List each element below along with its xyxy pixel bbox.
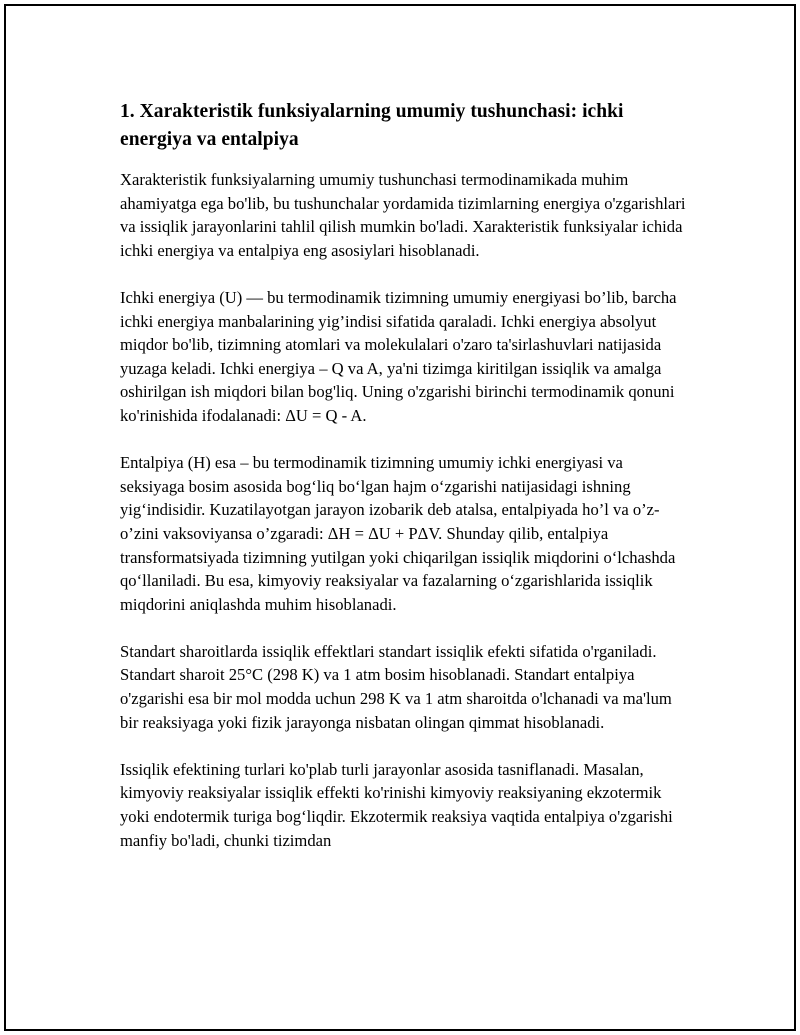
paragraph-heat-effect-types: Issiqlik efektining turlari ko'plab turli jarayonlar asosida tasniflanadi. Masalan, kimyoviy reaksiyalar issiqlik effekti ko'rinishi kimyoviy reaksiyaning ekzotermik yoki endotermik turiga bog‘liqdir. Ekzotermik reaksiya vaqtida entalpiya o'zgarishi manfiy bo'ladi, chunki tizimdan: [120, 759, 673, 850]
section-title: 1. Xarakteristik funksiyalarning umumiy tushunchasi: ichki energiya va entalpiya: [120, 101, 624, 150]
paragraph-standard-conditions: Standart sharoitlarda issiqlik effektlari standart issiqlik efekti sifatida o'rganiladi. Standart sharoit 25°C (298 K) va 1 atm bosim hisoblanadi. Standart entalpiya o'zgarishi esa bir mol modda uchun 298 K va 1 atm sharoitda o'lchanadi va ma'lum bir reaksiyaga yoki fizik jarayonga nisbatan olingan qimmat hisoblanadi.: [120, 641, 672, 732]
paragraph-internal-energy: Ichki energiya (U) — bu termodinamik tizimning umumiy energiyasi bo’lib, barcha ichki energiya manbalarining yig’indisi sifatida qaraladi. Ichki energiya absolyut miqdor bo'lib, tizimning atomlari va molekulalari o'zaro ta'sirlashuvlari natijasida yuzaga keladi. Ichki energiya – Q va A, ya'ni tizimga kiritilgan issiqlik va amalga oshirilgan ish miqdori bilan bog'liq. Uning o'zgarishi birinchi termodinamik qonuni ko'rinishida ifodalanadi: ΔU = Q - A.: [120, 287, 677, 425]
document-body: [120, 98, 686, 876]
page-frame: [4, 4, 796, 1031]
paragraph-intro: Xarakteristik funksiyalarning umumiy tushunchasi termodinamikada muhim ahamiyatga ega bo'lib, bu tushunchalar yordamida tizimlarning energiya o'zgarishlari va issiqlik jarayonlarini tahlil qilish mumkin bo'ladi. Xarakteristik funksiyalar ichida ichki energiya va entalpiya eng asosiylari hisoblanadi.: [120, 170, 686, 260]
paragraph-enthalpy: Entalpiya (H) esa – bu termodinamik tizimning umumiy ichki energiyasi va seksiyaga bosim asosida bog‘liq bo‘lgan hajm o‘zgarishi natijasidagi ishning yig‘indisidir. Kuzatilayotgan jarayon izobarik deb atalsa, entalpiyada ho’l va o’z-o’zini vaksoviyansa o’zgaradi: ΔH = ΔU + PΔV. Shunday qilib, entalpiya transformatsiyada tizimning yutilgan yoki chiqarilgan issiqlik miqdorini o‘lchashda qo‘llaniladi. Bu esa, kimyoviy reaksiyalar va fazalarning o‘zgarishlarida issiqlik miqdorini aniqlashda muhim hisoblanadi.: [120, 453, 676, 614]
